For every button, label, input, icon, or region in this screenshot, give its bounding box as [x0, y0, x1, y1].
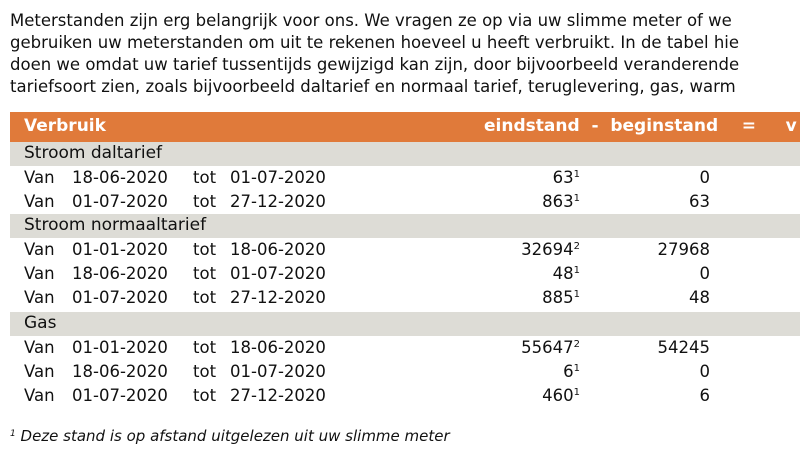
to-date: 01-07-2020: [230, 362, 326, 381]
van-label: Van: [24, 240, 55, 259]
table-row: [10, 384, 800, 408]
eindstand-value: [553, 168, 580, 187]
section-title: Stroom normaaltarief: [24, 215, 207, 235]
eindstand-value: [563, 362, 580, 381]
tot-label: tot: [193, 264, 217, 283]
intro-line: gebruiken uw meterstanden om uit te rekenen hoeveel u heeft verbruikt. In de tabel hie: [10, 33, 740, 52]
footnote-marker: 2: [573, 339, 580, 350]
section-title: Stroom daltarief: [24, 143, 163, 163]
footnote-text: Deze stand is op afstand uitgelezen uit uw slimme meter: [20, 427, 450, 445]
to-date: 18-06-2020: [230, 240, 326, 259]
from-date: 01-07-2020: [72, 386, 168, 405]
table-header: [10, 112, 800, 142]
intro-line: tariefsoort zien, zoals bijvoorbeeld daltarief en normaal tarief, teruglevering, gas, warm: [10, 77, 736, 96]
van-label: Van: [24, 192, 55, 211]
footnote-marker: 2: [573, 241, 580, 252]
footnote-1: [10, 427, 450, 445]
tot-label: tot: [193, 386, 217, 405]
section-title: Gas: [24, 313, 57, 333]
tot-label: tot: [193, 240, 217, 259]
beginstand-value: 63: [689, 192, 710, 211]
tot-label: tot: [193, 168, 217, 187]
eindstand-number: 460: [542, 386, 574, 405]
eindstand-value: [542, 386, 580, 405]
eindstand-number: 55647: [521, 338, 574, 357]
table-row: [10, 190, 800, 214]
table-row: [10, 238, 800, 262]
from-date: 01-07-2020: [72, 192, 168, 211]
eindstand-number: 863: [542, 192, 574, 211]
intro-paragraph: [10, 10, 800, 98]
eindstand-number: 32694: [521, 240, 574, 259]
eindstand-number: 48: [552, 264, 574, 283]
tot-label: tot: [193, 288, 217, 307]
from-date: 18-06-2020: [72, 168, 168, 187]
beginstand-value: 0: [699, 168, 710, 187]
header-formula: eindstand - beginstand = v: [484, 116, 797, 136]
table-row: [10, 286, 800, 310]
van-label: Van: [24, 264, 55, 283]
table-row: [10, 360, 800, 384]
to-date: 01-07-2020: [230, 264, 326, 283]
eindstand-value: [521, 240, 580, 259]
beginstand-value: 0: [699, 362, 710, 381]
from-date: 18-06-2020: [72, 264, 168, 283]
tot-label: tot: [193, 362, 217, 381]
footnote-marker: 1: [573, 363, 580, 374]
from-date: 01-07-2020: [72, 288, 168, 307]
footnote-marker: 1: [573, 289, 580, 300]
from-date: 18-06-2020: [72, 362, 168, 381]
eindstand-value: [542, 192, 580, 211]
footnote-marker: 1: [573, 265, 580, 276]
footnote-marker: 1: [573, 169, 580, 180]
van-label: Van: [24, 338, 55, 357]
beginstand-value: 0: [699, 264, 710, 283]
eindstand-value: [542, 288, 580, 307]
footnote-marker: 1: [573, 387, 580, 398]
footnote-marker: 1: [10, 429, 16, 439]
van-label: Van: [24, 168, 55, 187]
to-date: 27-12-2020: [230, 192, 326, 211]
beginstand-value: 27968: [657, 240, 710, 259]
eindstand-number: 6: [563, 362, 574, 381]
van-label: Van: [24, 288, 55, 307]
intro-line: doen we omdat uw tarief tussentijds gewijzigd kan zijn, door bijvoorbeeld veranderende: [10, 55, 740, 74]
tot-label: tot: [193, 338, 217, 357]
header-verbruik: Verbruik: [24, 116, 106, 136]
from-date: 01-01-2020: [72, 338, 168, 357]
to-date: 27-12-2020: [230, 386, 326, 405]
to-date: 18-06-2020: [230, 338, 326, 357]
footnote-marker: 1: [573, 193, 580, 204]
to-date: 01-07-2020: [230, 168, 326, 187]
beginstand-value: 6: [699, 386, 710, 405]
section-gas: [10, 312, 800, 336]
eindstand-number: 885: [542, 288, 574, 307]
tot-label: tot: [193, 192, 217, 211]
to-date: 27-12-2020: [230, 288, 326, 307]
from-date: 01-01-2020: [72, 240, 168, 259]
van-label: Van: [24, 386, 55, 405]
table-row: [10, 262, 800, 286]
beginstand-value: 48: [689, 288, 710, 307]
section-stroom-daltarief: [10, 142, 800, 166]
van-label: Van: [24, 362, 55, 381]
table-row: [10, 166, 800, 190]
intro-line: Meterstanden zijn erg belangrijk voor ons. We vragen ze op via uw slimme meter of we: [10, 11, 732, 30]
beginstand-value: 54245: [657, 338, 710, 357]
eindstand-value: [521, 338, 580, 357]
table-row: [10, 336, 800, 360]
eindstand-number: 63: [552, 168, 574, 187]
section-stroom-normaaltarief: [10, 214, 800, 238]
eindstand-value: [553, 264, 580, 283]
